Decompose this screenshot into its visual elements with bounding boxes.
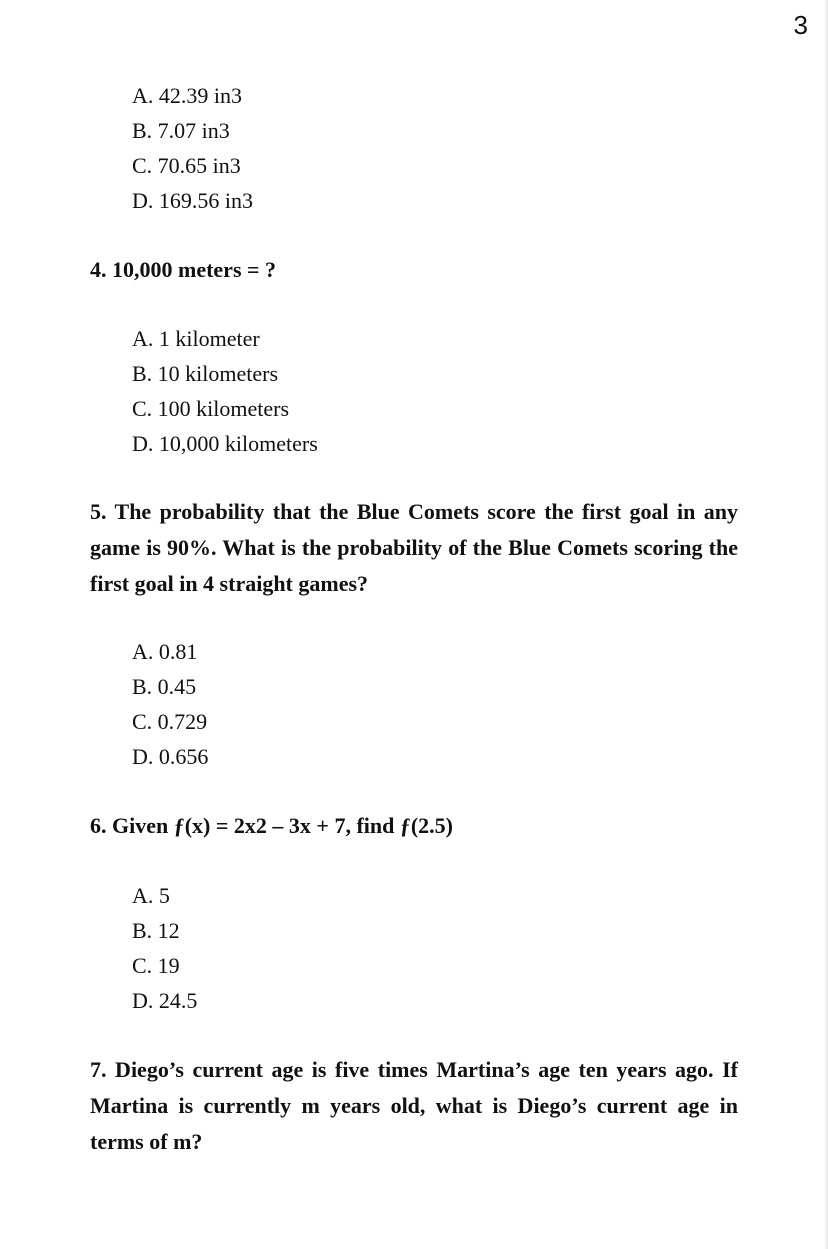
- option-4b: B. 10 kilometers: [132, 361, 279, 386]
- option-5d: D. 0.656: [132, 744, 209, 769]
- question-6-text: 6. Given ƒ(x) = 2x2 – 3x + 7, find ƒ(2.5): [90, 813, 454, 838]
- option-4c: C. 100 kilometers: [132, 396, 290, 421]
- option-6b: B. 12: [132, 918, 180, 943]
- question-4-options: [132, 321, 318, 461]
- option-6c: C. 19: [132, 953, 180, 978]
- question-5-text: 5. The probability that the Blue Comets score the first goal in any game is 90%. What is the probability of the Blue Comets scoring the first goal in 4 straight games?: [90, 499, 738, 596]
- option-4a: A. 1 kilometer: [132, 326, 260, 351]
- option-6d: D. 24.5: [132, 988, 198, 1013]
- question-3-options: [132, 78, 253, 218]
- question-7-text: 7. Diego’s current age is five times Martina’s age ten years ago. If Martina is currently m years old, what is Diego’s current age in terms of m?: [90, 1057, 738, 1154]
- question-5-options: [132, 634, 208, 774]
- option-5b: B. 0.45: [132, 674, 197, 699]
- question-6-options: [132, 878, 197, 1018]
- question-4-text: 4. 10,000 meters = ?: [90, 257, 277, 282]
- option-3c: C. 70.65 in3: [132, 153, 241, 178]
- option-5a: A. 0.81: [132, 639, 198, 664]
- option-4d: D. 10,000 kilometers: [132, 431, 318, 456]
- option-3a: A. 42.39 in3: [132, 83, 242, 108]
- option-3d: D. 169.56 in3: [132, 188, 253, 213]
- page-edge: [824, 0, 828, 1249]
- option-3b: B. 7.07 in3: [132, 118, 230, 143]
- page-number: 3: [793, 10, 808, 40]
- option-5c: C. 0.729: [132, 709, 208, 734]
- option-6a: A. 5: [132, 883, 170, 908]
